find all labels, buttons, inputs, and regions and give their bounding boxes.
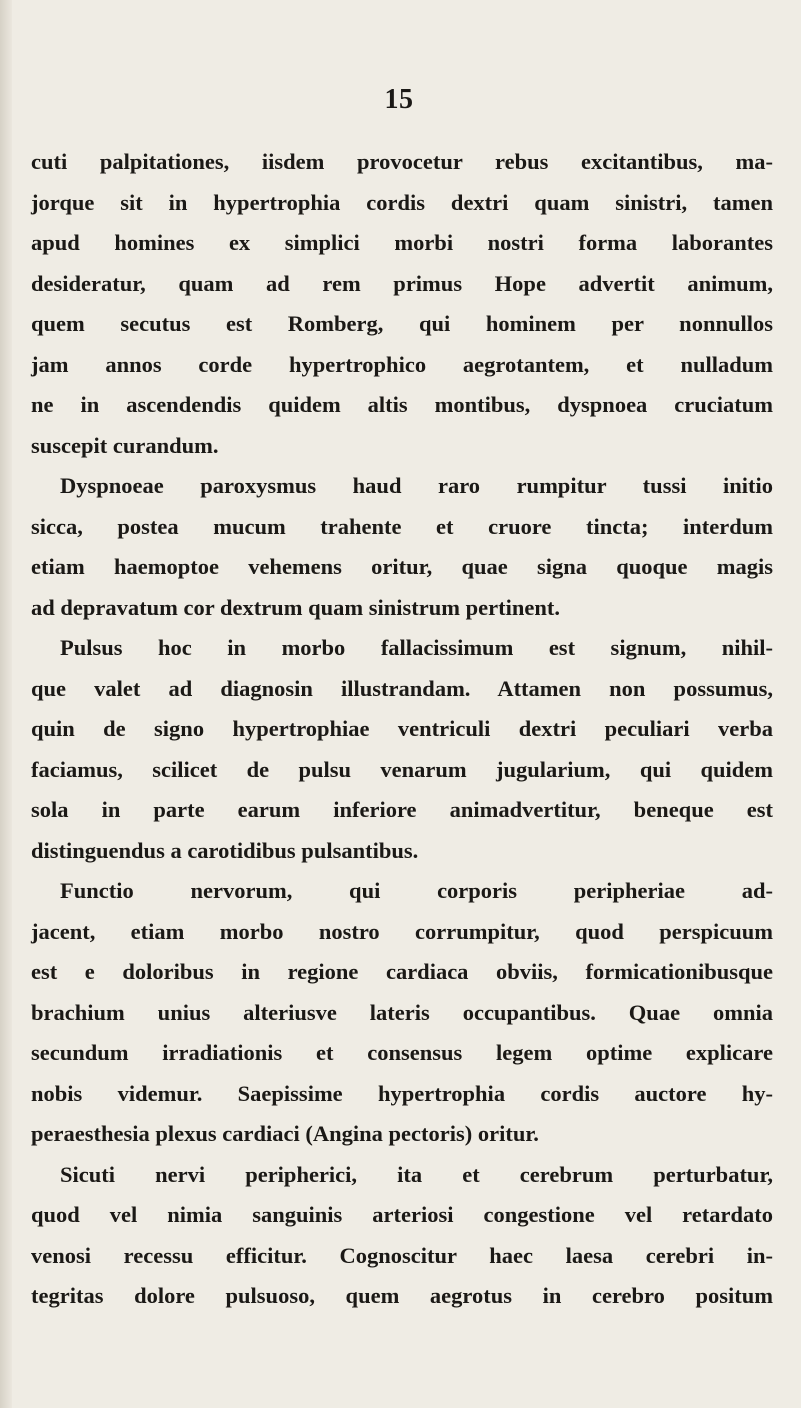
text-line: cuti palpitationes, iisdem provocetur rebus excitantibus, ma- — [31, 149, 773, 174]
text-line: quem secutus est Romberg, qui hominem per nonnullos — [31, 311, 773, 336]
text-line: distinguendus a carotidibus pulsantibus. — [31, 837, 419, 863]
text-line: Sicuti nervi peripherici, ita et cerebrum perturbatur, — [60, 1161, 773, 1187]
text-line: jam annos corde hypertrophico aegrotantem, et nulladum — [31, 351, 773, 377]
body-text — [31, 142, 773, 1317]
page-number: 15 — [384, 84, 414, 115]
text-line: faciamus, scilicet de pulsu venarum jugularium, qui quidem — [31, 756, 773, 782]
text-line: nobis videmur. Saepissime hypertrophia cordis auctore hy- — [31, 1080, 773, 1106]
text-line: desideratur, quam ad rem primus Hope advertit animum, — [31, 270, 773, 296]
text-line: jorque sit in hypertrophia cordis dextri quam sinistri, tamen — [31, 189, 773, 215]
text-line: Dyspnoeae paroxysmus haud raro rumpitur tussi initio — [60, 473, 773, 498]
text-line: que valet ad diagnosin illustrandam. Attamen non possumus, — [31, 675, 773, 701]
text-line: etiam haemoptoe vehemens oritur, quae signa quoque magis — [31, 554, 773, 579]
text-line: sicca, postea mucum trahente et cruore tincta; interdum — [31, 513, 773, 539]
text-line: quin de signo hypertrophiae ventriculi dextri peculiari verba — [31, 716, 773, 741]
text-line: apud homines ex simplici morbi nostri forma laborantes — [31, 230, 773, 255]
text-line: sola in parte earum inferiore animadvertitur, beneque est — [31, 797, 773, 822]
text-line: Pulsus hoc in morbo fallacissimum est signum, nihil- — [60, 635, 773, 660]
text-line: tegritas dolore pulsuoso, quem aegrotus in cerebro positum — [31, 1283, 773, 1308]
text-line: jacent, etiam morbo nostro corrumpitur, quod perspicuum — [31, 918, 773, 944]
page-spine-shadow — [0, 0, 12, 1408]
text-line: venosi recessu efficitur. Cognoscitur haec laesa cerebri in- — [31, 1242, 773, 1268]
text-line: brachium unius alteriusve lateris occupantibus. Quae omnia — [31, 999, 773, 1025]
text-line: ad depravatum cor dextrum quam sinistrum pertinent. — [31, 594, 560, 620]
text-line: ne in ascendendis quidem altis montibus, dyspnoea cruciatum — [31, 392, 773, 417]
text-line: suscepit curandum. — [31, 432, 219, 458]
text-line: quod vel nimia sanguinis arteriosi congestione vel retardato — [31, 1202, 773, 1227]
text-line: peraesthesia plexus cardiaci (Angina pectoris) oritur. — [31, 1121, 539, 1146]
text-line: Functio nervorum, qui corporis peripheriae ad- — [60, 878, 773, 903]
text-line: secundum irradiationis et consensus legem optime explicare — [31, 1040, 773, 1065]
text-line: est e doloribus in regione cardiaca obviis, formicationibusque — [31, 959, 773, 984]
